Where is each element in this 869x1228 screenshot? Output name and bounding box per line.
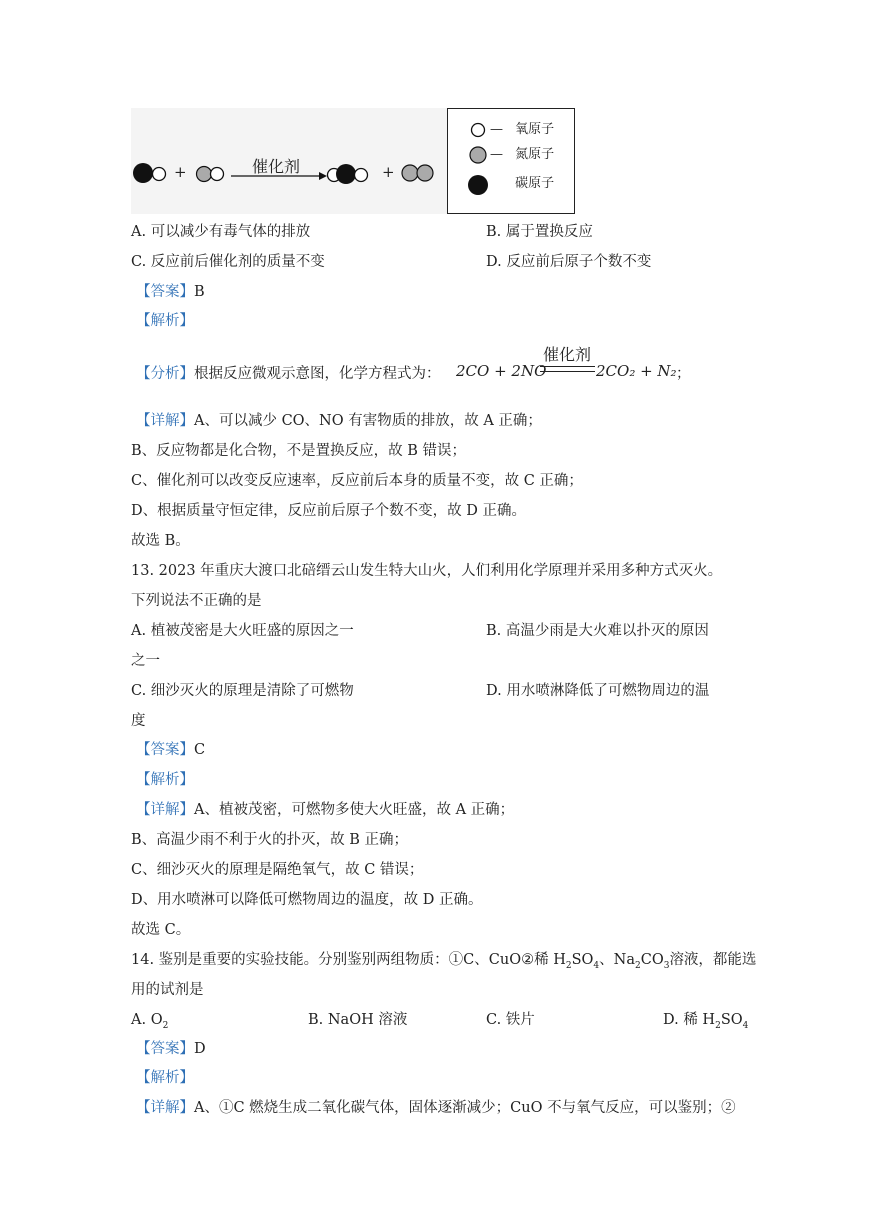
q13-conclusion: 故选 C。: [131, 922, 191, 938]
atom-legend: [447, 108, 575, 214]
plus-sign: +: [174, 163, 187, 181]
legend-carbon: 碳原子: [515, 176, 555, 191]
equation-catalyst: 催化剂: [543, 345, 592, 364]
q13-detail-b: B、高温少雨不利于火的扑灭，故 B 正确；: [131, 832, 409, 848]
q12-option-c: C. 反应前后催化剂的质量不变: [131, 254, 325, 270]
carbon-atom-icon: [468, 175, 488, 195]
q12-option-b: B. 属于置换反应: [486, 224, 593, 240]
q14-stem-2: 用的试剂是: [131, 982, 204, 998]
q13-detail-c: C、细沙灭火的原理是隔绝氧气，故 C 错误；: [131, 862, 424, 878]
q13-stem-2: 下列说法不正确的是: [131, 593, 262, 609]
plus-sign: +: [382, 163, 395, 181]
nitrogen-atom-icon: [197, 167, 212, 182]
legend-oxygen: — 氧原子: [490, 122, 555, 137]
q12-option-d: D. 反应前后原子个数不变: [486, 254, 652, 270]
q13-option-d: D. 用水喷淋降低了可燃物周边的温: [486, 683, 710, 699]
q14-option-b: B. NaOH 溶液: [308, 1012, 408, 1028]
catalyst-label: 催化剂: [252, 157, 301, 176]
equation-left: 2CO + 2NO: [456, 362, 547, 380]
oxygen-atom-icon: [153, 168, 166, 181]
q12-detail-b: B、反应物都是化合物，不是置换反应，故 B 错误；: [131, 443, 467, 459]
q12-detail-c: C、催化剂可以改变反应速率，反应前后本身的质量不变，故 C 正确；: [131, 473, 583, 489]
equation-equals-icon: [540, 366, 595, 372]
oxygen-atom-icon: [355, 169, 368, 182]
q13-option-d-cont: 度: [131, 713, 146, 729]
q12-conclusion: 故选 B。: [131, 533, 190, 549]
nitrogen-atom-icon: [417, 165, 433, 181]
q12-option-a: A. 可以减少有毒气体的排放: [131, 224, 311, 240]
q14-option-a: A. $O_2$: [131, 1012, 169, 1031]
nitrogen-atom-icon: [402, 165, 418, 181]
q14-stem-1: 14. 鉴别是重要的实验技能。分别鉴别两组物质：①C、CuO②稀 $H_2SO_4$、$Na_2CO_3$溶液，都能选: [131, 952, 757, 971]
document-page: + 催化剂 + — 氧原子 — 氮原子 碳原子 A. 可以减少有毒气体的排放 B. 属于置换反应 C. 反应前后催化剂的质量不变 D. 反应前后原子个数不变 【答案】B 【解析】 【分析】根据反应微观示意图，化学方程式为： 2CO + 2NO 催化剂 2CO₂ + N₂ ； 【详解】A、可以减少 CO、NO 有害物质的排放，故 A 正确； B、反应物都是化合物，不是置换反应，故 B 错误； C、催化剂可以改变反应速率，反应前后本身的质量不变，故 C 正确； D、根据质量守恒定律，反应前后原子个数不变，故 D 正确。 故选 B。 13. 2023 年重庆大渡口北碚缙云山发生特大山火，人们利用化学原理并采用多种方式灭火。 下列说法不正确的是 A. 植被茂密是大火旺盛的原因之一 B. 高温少雨是大火难以扑灭的原因 之一 C. 细沙灭火的原理是清除了可燃物 D. 用水喷淋降低了可燃物周边的温 度 【答案】C 【解析】 【详解】A、植被茂密，可燃物多使大火旺盛，故 A 正确； B、高温少雨不利于火的扑灭，故 B 正确； C、细沙灭火的原理是隔绝氧气，故 C 错误； D、用水喷淋可以降低可燃物周边的温度，故 D 正确。 故选 C。 14. 鉴别是重要的实验技能。分别鉴别两组物质：①C、CuO②稀 $H_2SO_4$、$Na_2CO_3$溶液，都能选 用的试剂是 A. $O_2$ B. NaOH 溶液 C. 铁片 D. 稀 $H_2SO_4$ 【答案】D 【解析】 【详解】A、①C 燃烧生成二氧化碳气体，固体逐渐减少；CuO 不与氧气反应，可以鉴别；②: [0, 0, 869, 1228]
q13-stem-1: 13. 2023 年重庆大渡口北碚缙云山发生特大山火，人们利用化学原理并采用多种方式灭火。: [131, 563, 723, 579]
carbon-atom-icon: [133, 163, 153, 183]
q13-detail-d: D、用水喷淋可以降低可燃物周边的温度，故 D 正确。: [131, 892, 483, 908]
oxygen-atom-icon: [211, 168, 224, 181]
q13-option-b-cont: 之一: [131, 653, 160, 669]
q14-option-d: D. 稀 $H_2SO_4$: [663, 1012, 749, 1031]
q14-answer: 【答案】D: [136, 1041, 206, 1057]
nitrogen-atom-icon: [470, 147, 486, 163]
q14-analysis-label: 【解析】: [136, 1070, 194, 1086]
q14-option-c: C. 铁片: [486, 1012, 535, 1028]
q13-analysis-label: 【解析】: [136, 772, 194, 788]
q12-detail-d: D、根据质量守恒定律，反应前后原子个数不变，故 D 正确。: [131, 503, 526, 519]
q13-detail-a: 【详解】A、植被茂密，可燃物多使大火旺盛，故 A 正确；: [136, 802, 515, 818]
carbon-atom-icon: [336, 164, 356, 184]
q12-detail-a: 【详解】A、可以减少 CO、NO 有害物质的排放，故 A 正确；: [136, 413, 542, 429]
q12-analysis-label: 【解析】: [136, 313, 194, 329]
q13-option-c: C. 细沙灭火的原理是清除了可燃物: [131, 683, 354, 699]
q12-answer: 【答案】B: [136, 284, 205, 300]
q13-option-b: B. 高温少雨是大火难以扑灭的原因: [486, 623, 709, 639]
q13-answer: 【答案】C: [136, 742, 206, 758]
q14-detail-a: 【详解】A、①C 燃烧生成二氧化碳气体，固体逐渐减少；CuO 不与氧气反应，可以鉴别；②: [136, 1100, 736, 1116]
equation-right: 2CO₂ + N₂: [596, 362, 677, 380]
q13-option-a: A. 植被茂密是大火旺盛的原因之一: [131, 623, 354, 639]
oxygen-atom-icon: [472, 124, 485, 137]
legend-nitrogen: — 氮原子: [490, 147, 555, 162]
